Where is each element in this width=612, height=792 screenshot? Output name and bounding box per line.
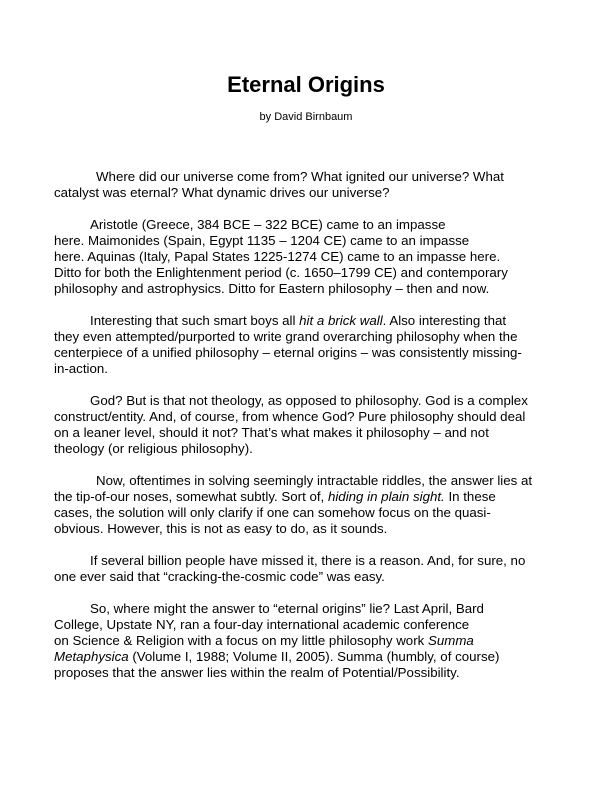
text-line xyxy=(54,633,560,649)
text-line: If several billion people have missed it, there is a reason. And, for sure, no xyxy=(90,553,526,568)
italic-phrase: Metaphysica xyxy=(54,649,129,664)
italic-phrase: hit a brick wall xyxy=(299,313,383,328)
text-line: on a leaner level, should it not? That’s what makes it philosophy – and not xyxy=(54,425,489,440)
text-line: God? But is that not theology, as opposed to philosophy. God is a complex xyxy=(90,393,528,408)
paragraph-4 xyxy=(54,393,560,457)
text-line: College, Upstate NY, ran a four-day international academic conference xyxy=(54,617,470,632)
text-line: Where did our universe come from? What ignited our universe? What xyxy=(96,169,504,184)
text-line: catalyst was eternal? What dynamic drives our universe? xyxy=(54,185,390,200)
text-line: Now, oftentimes in solving seemingly intractable riddles, the answer lies at xyxy=(96,473,533,488)
paragraph-5 xyxy=(54,473,560,537)
document-body xyxy=(54,169,560,697)
paragraph-1 xyxy=(54,169,560,201)
text-line: one ever said that “cracking-the-cosmic code” was easy. xyxy=(54,569,385,584)
text-line xyxy=(54,313,560,329)
paragraph-7 xyxy=(54,601,560,681)
text-run: on Science & Religion with a focus on my little philosophy work xyxy=(54,633,428,648)
text-line: they even attempted/purported to write grand overarching philosophy when the xyxy=(54,329,518,344)
text-line: here. Aquinas (Italy, Papal States 1225-1274 CE) came to an impasse here. xyxy=(54,249,501,264)
text-run: the tip-of-our noses, somewhat subtly. Sort of, xyxy=(54,489,328,504)
text-line: proposes that the answer lies within the realm of Potential/Possibility. xyxy=(54,665,460,680)
text-line: here. Maimonides (Spain, Egypt 1135 – 1204 CE) came to an impasse xyxy=(54,233,470,248)
italic-phrase: hiding in plain sight. xyxy=(327,489,445,504)
text-run: . Also interesting that xyxy=(382,313,507,328)
text-run: In these xyxy=(444,489,496,504)
text-line: obvious. However, this is not as easy to do, as it sounds. xyxy=(54,521,388,536)
text-line xyxy=(54,489,560,505)
text-line xyxy=(54,649,560,665)
paragraph-2 xyxy=(54,217,560,297)
text-line: theology (or religious philosophy). xyxy=(54,441,253,456)
text-run: (Volume I, 1988; Volume II, 2005). Summa (humbly, of course) xyxy=(128,649,500,664)
text-line: So, where might the answer to “eternal origins” lie? Last April, Bard xyxy=(90,601,484,616)
text-line: centerpiece of a unified philosophy – eternal origins – was consistently missing- xyxy=(54,345,522,360)
paragraph-6 xyxy=(54,553,560,585)
text-line: Aristotle (Greece, 384 BCE – 322 BCE) came to an impasse xyxy=(90,217,446,232)
text-run: Interesting that such smart boys all xyxy=(90,313,300,328)
text-line: philosophy and astrophysics. Ditto for Eastern philosophy – then and now. xyxy=(54,281,490,296)
text-line: construct/entity. And, of course, from whence God? Pure philosophy should deal xyxy=(54,409,526,424)
author-byline: by David Birnbaum xyxy=(259,111,353,123)
document-title: Eternal Origins xyxy=(227,72,385,97)
italic-phrase: Summa xyxy=(427,633,474,648)
text-line: cases, the solution will only clarify if one can somehow focus on the quasi- xyxy=(54,505,491,520)
paragraph-3 xyxy=(54,313,560,377)
text-line: Ditto for both the Enlightenment period (c. 1650–1799 CE) and contemporary xyxy=(54,265,508,280)
text-line: in-action. xyxy=(54,361,108,376)
